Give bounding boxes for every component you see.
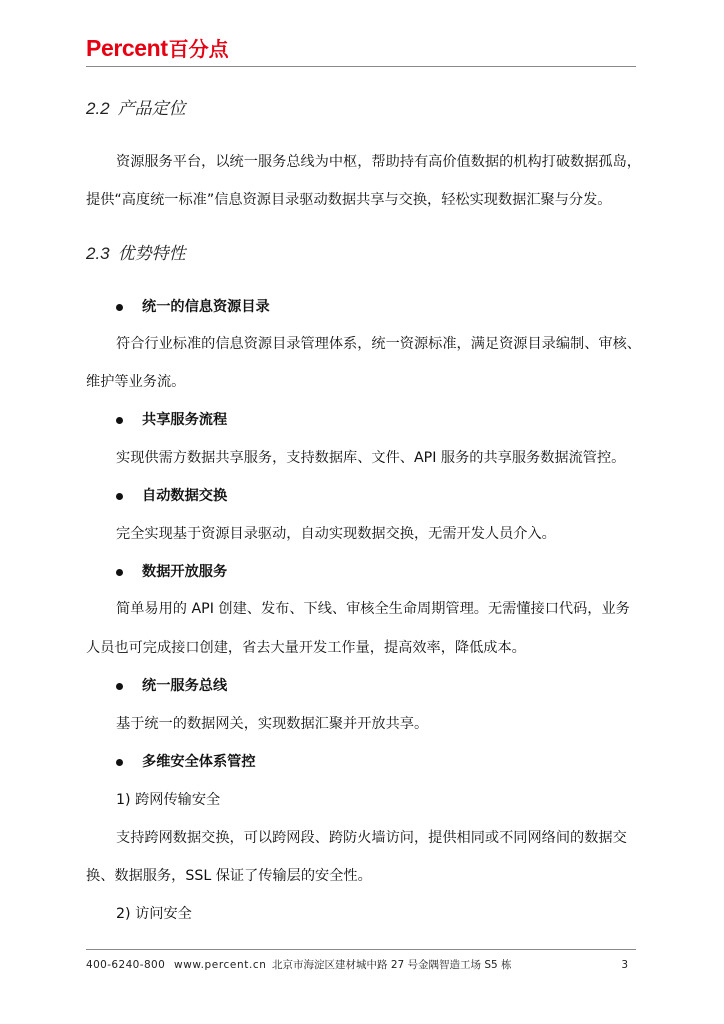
feature-title: 共享服务流程: [142, 412, 228, 428]
bullet-dot-icon: [116, 569, 123, 576]
feature-text-line: 基于统一的数据网关，实现数据汇聚并开放共享。: [116, 716, 429, 732]
logo-latin-text: Percent: [86, 35, 168, 61]
header-divider: [86, 66, 636, 67]
section-heading-2-3: [86, 245, 186, 263]
sub-item-title: 2) 访问安全: [116, 906, 192, 922]
paragraph-line: 资源服务平台，以统一服务总线为中枢，帮助持有高价值数据的机构打破数据孤岛，: [116, 154, 641, 170]
footer-address: 北京市海淀区建材城中路 27 号金隅智造工场 S5 栋: [272, 959, 512, 971]
percent-logo: [86, 37, 229, 60]
feature-text-line: 人员也可完成接口创建，省去大量开发工作量，提高效率，降低成本。: [86, 640, 526, 656]
feature-title: 统一的信息资源目录: [142, 299, 270, 315]
feature-text-line: 完全实现基于资源目录驱动，自动实现数据交换，无需开发人员介入。: [116, 526, 556, 542]
feature-text-line: 简单易用的 API 创建、发布、下线、审核全生命周期管理。无需懂接口代码，业务: [116, 601, 630, 617]
feature-text-line: 实现供需方数据共享服务，支持数据库、文件、API 服务的共享服务数据流管控。: [116, 450, 626, 466]
feature-title: 统一服务总线: [142, 678, 228, 694]
feature-title: 自动数据交换: [142, 488, 228, 504]
bullet-dot-icon: [116, 759, 123, 766]
logo-chinese-text: 百分点: [168, 37, 229, 61]
feature-title: 数据开放服务: [142, 564, 228, 580]
page-footer: [86, 960, 636, 976]
section-title: 产品定位: [117, 99, 186, 119]
feature-text-line: 符合行业标准的信息资源目录管理体系，统一资源标准，满足资源目录编制、审核、: [116, 336, 641, 352]
bullet-dot-icon: [116, 417, 123, 424]
section-title: 优势特性: [117, 244, 186, 264]
feature-title: 多维安全体系管控: [142, 754, 256, 770]
bullet-dot-icon: [116, 304, 123, 311]
page-header: [0, 0, 724, 70]
bullet-dot-icon: [116, 493, 123, 500]
section-number: 2.3: [86, 244, 110, 263]
feature-text-line: 支持跨网数据交换，可以跨网段、跨防火墙访问，提供相同或不同网络间的数据交: [116, 830, 627, 846]
section-heading-2-2: [86, 100, 186, 118]
feature-text-line: 维护等业务流。: [86, 374, 186, 390]
page-number: 3: [621, 959, 628, 971]
sub-item-title: 1) 跨网传输安全: [116, 792, 221, 808]
footer-website: www.percent.cn: [174, 959, 267, 971]
footer-phone: 400-6240-800: [86, 959, 166, 971]
section-number: 2.2: [86, 99, 110, 118]
bullet-dot-icon: [116, 683, 123, 690]
paragraph-line: 提供“高度统一标准”信息资源目录驱动数据共享与交换，轻松实现数据汇聚与分发。: [86, 192, 612, 208]
feature-text-line: 换、数据服务，SSL 保证了传输层的安全性。: [86, 868, 372, 884]
footer-divider: [86, 949, 636, 950]
